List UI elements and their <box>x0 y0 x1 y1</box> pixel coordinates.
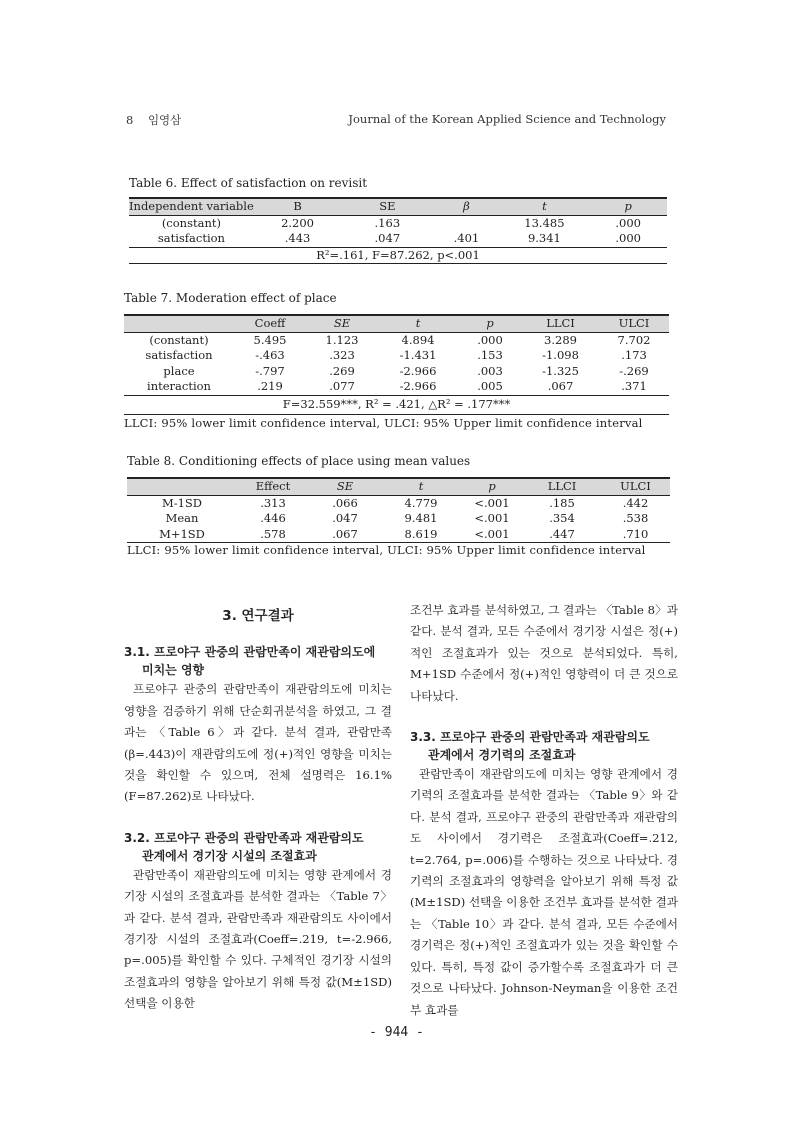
journal-title: Journal of the Korean Applied Science and Technology <box>348 112 666 126</box>
table-cell: .313 <box>260 495 286 510</box>
table-cell: .538 <box>622 511 649 525</box>
table-cell: 9.341 <box>527 231 561 245</box>
table-cell: Mean <box>165 511 199 525</box>
table8-col-header: ULCI <box>601 478 670 495</box>
table-cell: .442 <box>622 495 649 510</box>
section33-title-line1: 3.3. 프로야구 관중의 관람만족과 재관람의도 <box>410 730 650 745</box>
table7-col-header <box>124 315 234 332</box>
table7-col-header: SE <box>306 315 378 332</box>
table-cell: .219 <box>257 379 283 393</box>
table-cell: .005 <box>477 379 503 393</box>
table-cell: -.463 <box>255 348 285 362</box>
table-row <box>127 495 670 511</box>
left-column <box>124 606 392 1015</box>
table7-col-header: t <box>378 315 458 332</box>
table-cell: .371 <box>621 379 647 393</box>
table-cell: 9.481 <box>404 511 438 525</box>
table6-col-header: SE <box>341 198 433 215</box>
table-cell: interaction <box>147 379 211 393</box>
table6-caption: Table 6. Effect of satisfaction on revisit <box>129 176 368 190</box>
table-cell: -1.431 <box>399 348 437 362</box>
table-cell: .446 <box>260 511 286 525</box>
table-cell: M+1SD <box>159 526 205 541</box>
table-cell: .047 <box>332 511 358 525</box>
table7-col-header: ULCI <box>599 315 669 332</box>
table6-header-row <box>129 198 667 215</box>
author-name: 임영삼 <box>147 113 182 127</box>
section33-title <box>410 728 678 764</box>
table-cell: <.001 <box>474 526 510 541</box>
table8-header-row <box>127 478 670 495</box>
table-cell: place <box>163 363 195 378</box>
table-cell: -.797 <box>255 363 285 378</box>
section32-title <box>124 829 392 865</box>
table-cell: .578 <box>260 526 286 541</box>
table-cell: 7.702 <box>617 332 651 347</box>
table-cell: 4.779 <box>404 495 438 510</box>
table-cell: .067 <box>332 526 358 541</box>
table7-col-header: Coeff <box>234 315 306 332</box>
table-cell: -2.966 <box>399 379 437 393</box>
table6-col-header: β <box>433 198 499 215</box>
section32-title-line1: 3.2. 프로야구 관중의 관람만족과 재관람의도 <box>124 830 364 845</box>
table7 <box>124 314 669 415</box>
table-cell: .443 <box>284 231 311 245</box>
table8-col-header: SE <box>309 478 381 495</box>
table8-col-header: p <box>461 478 523 495</box>
table7-footer-row <box>124 395 669 414</box>
table-cell: .000 <box>615 215 641 230</box>
table6-col-header: t <box>500 198 590 215</box>
table-cell: .185 <box>549 495 575 510</box>
section32-title-line2: 관계에서 경기장 시설의 조절효과 <box>142 848 317 863</box>
table8-col-header: Effect <box>237 478 309 495</box>
table7-col-header: LLCI <box>522 315 599 332</box>
table-cell: satisfaction <box>157 231 225 245</box>
table-cell: .003 <box>477 363 503 378</box>
table-cell: 2.200 <box>281 215 315 230</box>
table-cell: M-1SD <box>161 495 203 510</box>
table6 <box>129 197 667 264</box>
table-cell: (constant) <box>149 332 209 347</box>
table-cell: -.269 <box>619 363 649 378</box>
table7-footer: F=32.559***, R² = .421, △R² = .177*** <box>282 396 511 411</box>
table-row <box>124 348 669 364</box>
table8-col-header: t <box>381 478 461 495</box>
page-number: 8 <box>126 113 134 127</box>
table-cell: 8.619 <box>404 526 438 541</box>
table8-caption: Table 8. Conditioning effects of place using mean values <box>127 454 471 468</box>
table-row <box>124 379 669 395</box>
table-cell: 13.485 <box>524 215 565 230</box>
table-cell: 3.289 <box>544 332 577 347</box>
table6-footer: R²=.161, F=87.262, p<.001 <box>316 247 480 262</box>
right-column <box>410 600 678 1021</box>
table-cell: .401 <box>453 231 480 245</box>
table-cell: 5.495 <box>253 332 287 347</box>
table-row <box>129 231 667 247</box>
table-cell <box>433 215 499 231</box>
section31-text: 프로야구 관중의 관람만족이 재관람의도에 미치는 영향을 검증하기 위해 단순회귀분석을 하였고, 그 결과는 〈Table 6〉과 같다. 분석 결과, 관람만족(β=.443)이 재관람의도에 정(+)적인 영향을 미치는 것을 확인할 수 있으며, 전체 설명력은 16.1%(F=87.262)로 나타났다. <box>124 682 392 804</box>
table-row <box>127 511 670 527</box>
table6-footer-row <box>129 247 667 264</box>
table-cell: (constant) <box>161 215 221 230</box>
table7-note: LLCI: 95% lower limit confidence interval, ULCI: 95% Upper limit confidence interval <box>124 416 643 430</box>
table-row <box>129 215 667 231</box>
section31-title-line2: 미치는 영향 <box>142 663 205 678</box>
table-cell: -1.325 <box>542 363 579 378</box>
section33-title-line2: 관계에서 경기력의 조절효과 <box>428 748 576 763</box>
section3-title: 3. 연구결과 <box>222 608 294 624</box>
table-cell: .354 <box>549 511 575 525</box>
table8 <box>127 477 670 543</box>
header-left <box>126 112 181 128</box>
table-cell: .173 <box>621 348 647 362</box>
right-text: 조건부 효과를 분석하였고, 그 결과는 〈Table 8〉과 같다. 분석 결과, 모든 수준에서 경기장 시설은 정(+)적인 조절효과가 있는 것으로 분석되었다. 특히, M+1SD 수준에서 정(+)적인 영향력이 더 큰 것으로 나타났다. <box>410 603 678 703</box>
footer-page-number: - 944 - <box>369 1025 424 1040</box>
table-cell: .710 <box>622 526 649 541</box>
table-row <box>124 364 669 380</box>
table-cell: .163 <box>374 215 401 230</box>
table-cell: .066 <box>332 495 358 510</box>
table-row <box>127 527 670 543</box>
table-cell: .000 <box>477 332 503 347</box>
table-cell: .153 <box>477 348 503 362</box>
table-cell: satisfaction <box>145 348 213 362</box>
table8-col-header: LLCI <box>523 478 601 495</box>
table-cell: <.001 <box>474 511 510 525</box>
table8-note: LLCI: 95% lower limit confidence interval, ULCI: 95% Upper limit confidence interval <box>127 543 646 557</box>
table6-col-header: p <box>589 198 667 215</box>
table-row <box>124 332 669 348</box>
table-cell: <.001 <box>474 495 510 510</box>
section32-text: 관람만족이 재관람의도에 미치는 영향 관계에서 경기장 시설의 조절효과를 분석한 결과는 〈Table 7〉과 같다. 분석 결과, 관람만족과 재관람의도 사이에서 경기장 시설의 조절효과(Coeff=.219, t=-2.966, p=.005)를 확인할 수 있다. 구체적인 경기장 시설의 조절효과의 영향을 알아보기 위해 특정 값(M±1SD) 선택을 이용한 <box>124 867 392 1011</box>
table6-col-header: Independent variable <box>129 199 254 213</box>
table7-caption: Table 7. Moderation effect of place <box>124 291 337 305</box>
table7-col-header: p <box>458 315 522 332</box>
table-cell: .047 <box>374 231 401 245</box>
table-cell: 4.894 <box>401 332 435 347</box>
section33-text: 관람만족이 재관람의도에 미치는 영향 관계에서 경기력의 조절효과를 분석한 결과는 〈Table 9〉와 같다. 분석 결과, 프로야구 관중의 관람만족과 재관람의도 사이에서 경기력은 조절효과(Coeff=.212, t=2.764, p=.006)를 수행하는 것으로 나타났다. 경기력의 조절효과의 영향력을 알아보기 위해 특정 값(M±1SD) 선택을 이용한 조건부 효과를 분석한 결과는 〈Table 10〉과 같다. 분석 결과, 모든 수준에서 경기력은 정(+)적인 조절효과가 있는 것을 확인할 수 있다. 특히, 특정 값이 증가할수록 조절효과가 더 큰 것으로 나타났다. Johnson-Neyman을 이용한 조건부 효과를 <box>410 767 678 1017</box>
table8-col-header <box>127 478 237 495</box>
table-cell: -2.966 <box>399 363 437 378</box>
table6-col-header: B <box>254 198 342 215</box>
section31-title <box>124 643 392 679</box>
table-cell: 1.123 <box>325 332 359 347</box>
table-cell: .067 <box>547 379 574 393</box>
table-cell: .447 <box>549 526 575 541</box>
table-cell: .269 <box>329 363 355 378</box>
table7-header-row <box>124 315 669 332</box>
table-cell: .077 <box>329 379 355 393</box>
table-cell: .000 <box>615 231 641 245</box>
section31-title-line1: 3.1. 프로야구 관중의 관람만족이 재관람의도에 <box>124 645 376 660</box>
table-cell: -1.098 <box>542 348 579 362</box>
table-cell: .323 <box>329 348 355 362</box>
